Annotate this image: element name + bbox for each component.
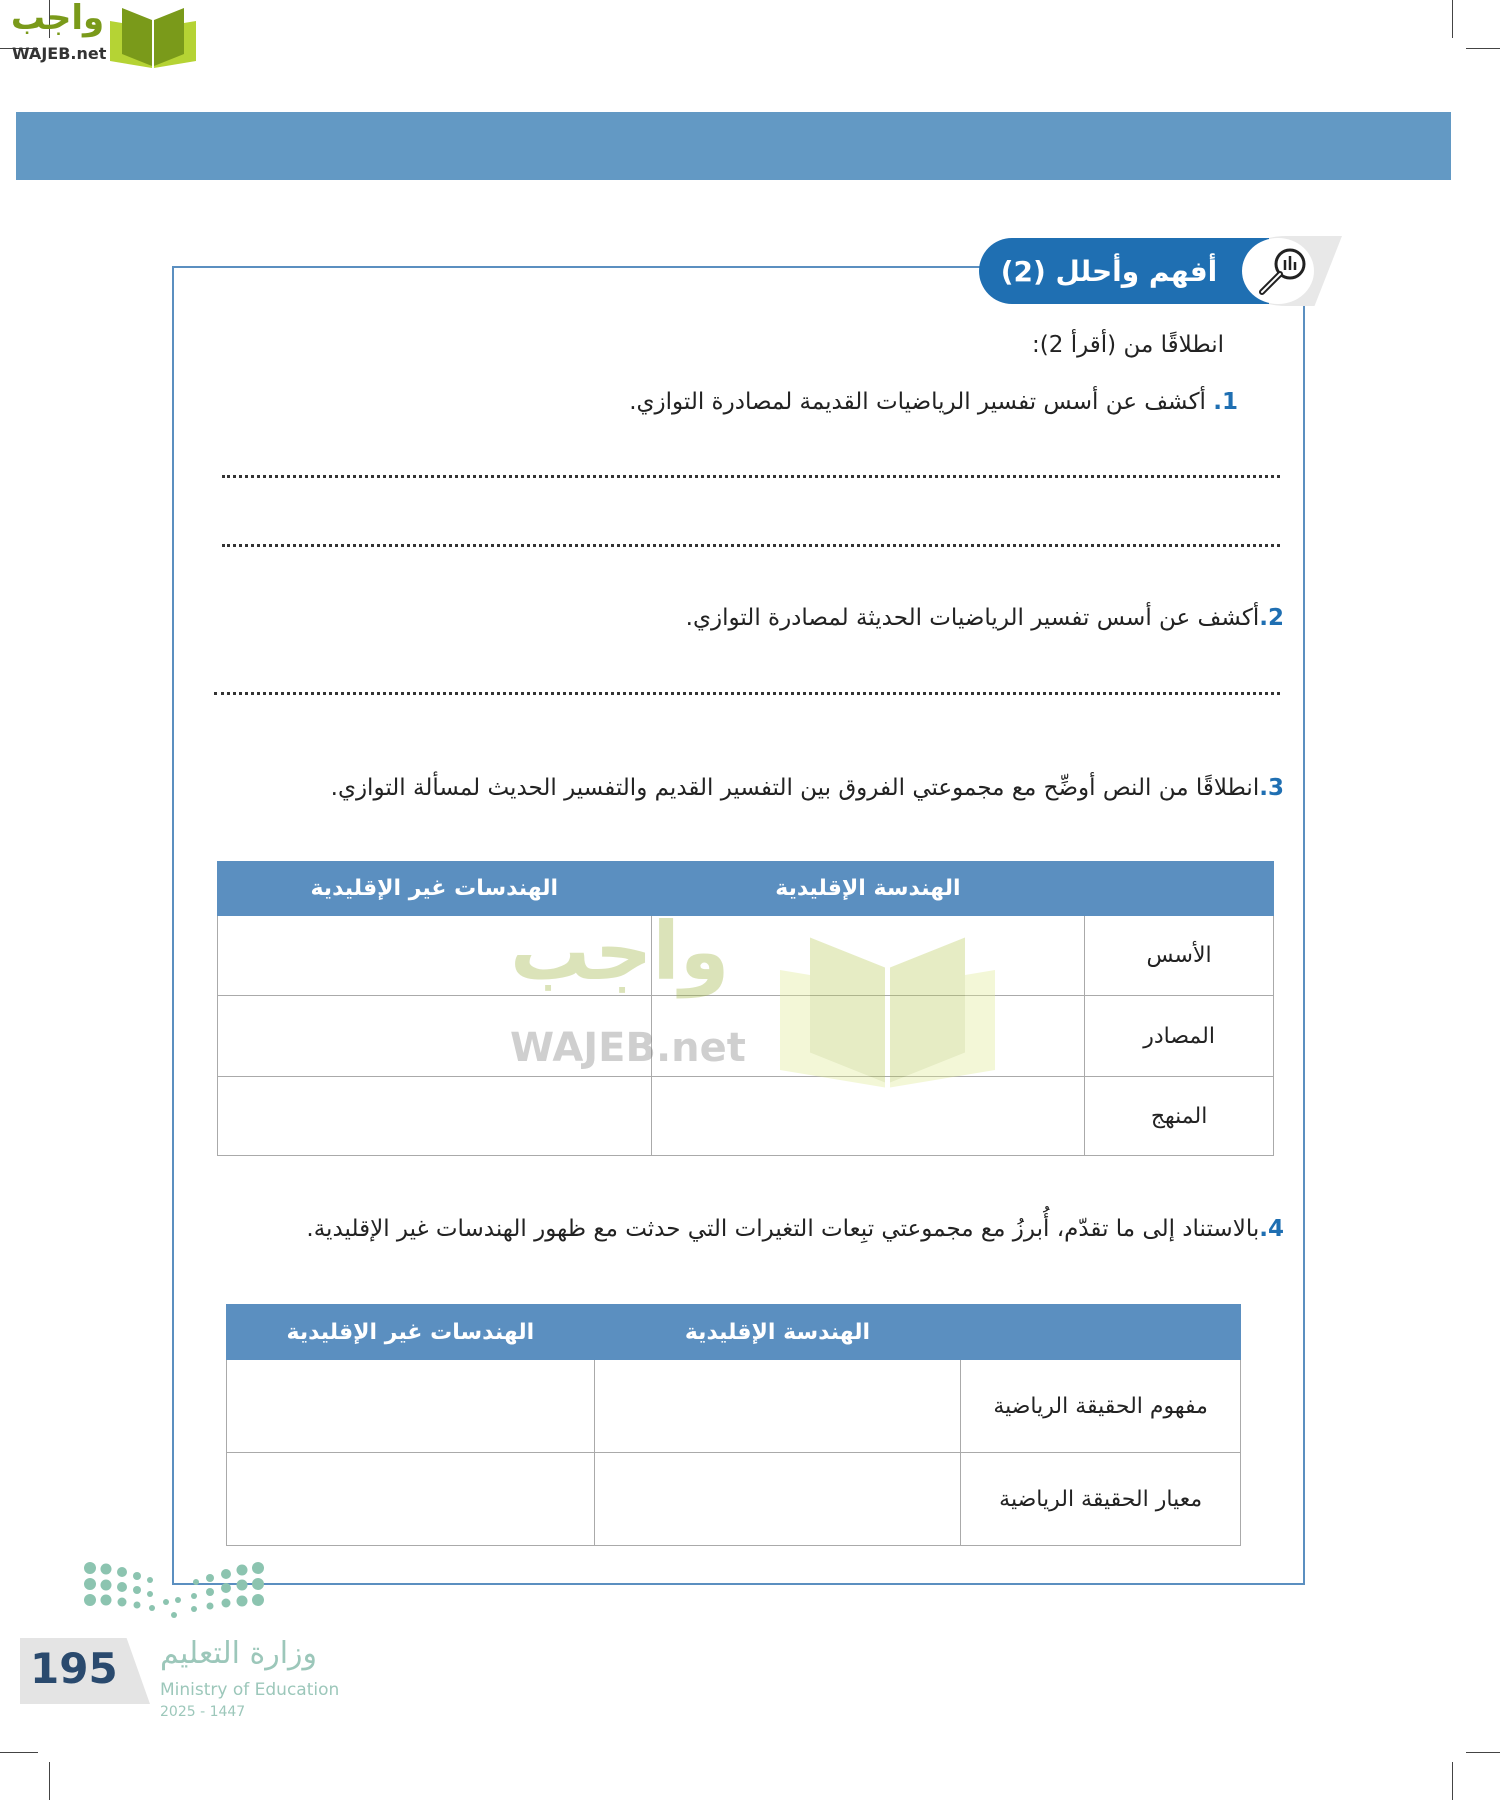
- answer-cell[interactable]: [594, 1453, 961, 1546]
- section-title: [979, 238, 1269, 304]
- comparison-table-2: [226, 1304, 1241, 1546]
- question-4: [306, 1216, 1284, 1242]
- watermark-book-icon: [775, 925, 1000, 1095]
- watermark-arabic: واجب: [510, 905, 730, 998]
- header-empty: [1085, 862, 1274, 916]
- header-empty: [961, 1305, 1241, 1360]
- ministry-dots-logo: [82, 1560, 272, 1630]
- book-icon: [108, 6, 198, 68]
- answer-cell[interactable]: [594, 1360, 961, 1453]
- row-label: الأسس: [1085, 916, 1274, 996]
- question-number: 2.: [1259, 605, 1284, 631]
- answer-line[interactable]: [222, 475, 1280, 478]
- row-label: معيار الحقيقة الرياضية: [961, 1453, 1241, 1546]
- section-title-text: أفهم وأحلل (2): [1000, 254, 1218, 288]
- table-row: [227, 1453, 1241, 1546]
- watermark-latin: WAJEB.net: [510, 1025, 746, 1071]
- header-bar: [16, 112, 1451, 180]
- row-label: مفهوم الحقيقة الرياضية: [961, 1360, 1241, 1453]
- year-label: 2025 - 1447: [160, 1704, 246, 1720]
- header-non-euclidean: الهندسات غير الإقليدية: [218, 862, 652, 916]
- row-label: المنهج: [1085, 1077, 1274, 1156]
- question-text: انطلاقًا من النص أوضِّح مع مجموعتي الفروق بين التفسير القديم والتفسير الحديث لمسألة التوازي.: [330, 775, 1260, 801]
- ministry-name-en: Ministry of Education: [160, 1680, 340, 1700]
- question-2: [686, 605, 1284, 631]
- question-text: بالاستناد إلى ما تقدّم، أُبرزُ مع مجموعتي تبِعات التغيرات التي حدثت مع ظهور الهندسات غير الإقليدية.: [306, 1216, 1260, 1242]
- question-1: [629, 389, 1238, 415]
- question-text: أكشف عن أسس تفسير الرياضيات القديمة لمصادرة التوازي.: [629, 389, 1206, 415]
- header-non-euclidean: الهندسات غير الإقليدية: [227, 1305, 595, 1360]
- question-3: [331, 775, 1284, 801]
- answer-cell[interactable]: [227, 1360, 595, 1453]
- answer-line[interactable]: [222, 544, 1280, 547]
- question-number: 4.: [1259, 1216, 1284, 1242]
- header-euclidean: الهندسة الإقليدية: [651, 862, 1085, 916]
- header-euclidean: الهندسة الإقليدية: [594, 1305, 961, 1360]
- answer-line[interactable]: [214, 692, 1280, 695]
- ministry-name-ar: وزارة التعليم: [160, 1636, 318, 1671]
- logo-latin: WAJEB.net: [12, 44, 107, 63]
- table-row: [227, 1360, 1241, 1453]
- wajeb-logo[interactable]: [10, 0, 190, 66]
- row-label: المصادر: [1085, 996, 1274, 1077]
- intro-text: انطلاقًا من (أقرأ 2):: [1032, 332, 1224, 358]
- page-number: 195: [30, 1644, 118, 1693]
- answer-cell[interactable]: [227, 1453, 595, 1546]
- logo-arabic: واجب: [10, 0, 105, 38]
- question-text: أكشف عن أسس تفسير الرياضيات الحديثة لمصادرة التوازي.: [685, 605, 1260, 631]
- question-number: 1.: [1213, 389, 1238, 415]
- watermark: [500, 905, 1000, 1105]
- magnifier-chart-icon: [1256, 246, 1312, 298]
- question-number: 3.: [1259, 775, 1284, 801]
